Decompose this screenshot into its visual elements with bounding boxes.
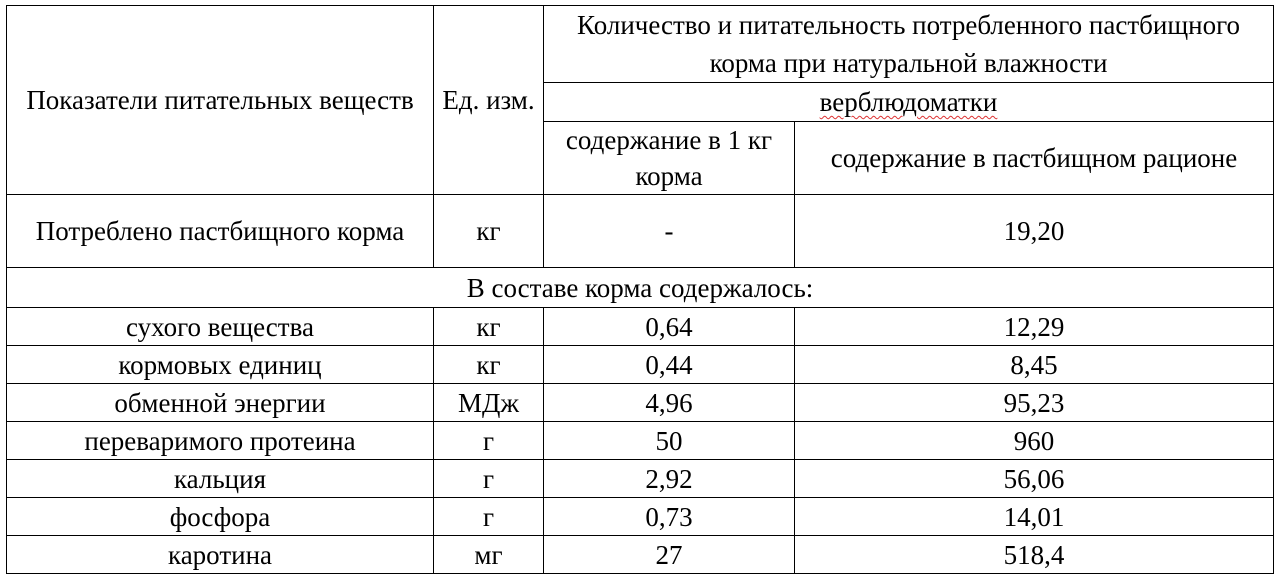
cell-name: кальция bbox=[7, 460, 434, 498]
cell-unit: мг bbox=[434, 536, 544, 574]
cell-name: переваримого протеина bbox=[7, 422, 434, 460]
table-row bbox=[7, 308, 1274, 346]
cell-ration: 12,29 bbox=[795, 308, 1274, 346]
cell-unit: г bbox=[434, 460, 544, 498]
table-row bbox=[7, 498, 1274, 536]
cell-name: кормовых единиц bbox=[7, 346, 434, 384]
cell-name: сухого вещества bbox=[7, 308, 434, 346]
cell-name: обменной энергии bbox=[7, 384, 434, 422]
cell-ration: 8,45 bbox=[795, 346, 1274, 384]
nutrient-table bbox=[6, 5, 1274, 574]
table-row bbox=[7, 460, 1274, 498]
cell-per-kg: 0,44 bbox=[544, 346, 795, 384]
table-row bbox=[7, 346, 1274, 384]
cell-per-kg: 0,73 bbox=[544, 498, 795, 536]
table-row-consumed bbox=[7, 195, 1274, 268]
cell-unit: МДж bbox=[434, 384, 544, 422]
cell-ration: 960 bbox=[795, 422, 1274, 460]
table-row bbox=[7, 536, 1274, 574]
cell-per-kg: - bbox=[544, 195, 795, 268]
cell-per-kg: 0,64 bbox=[544, 308, 795, 346]
section-label: В составе корма содержалось: bbox=[7, 268, 1274, 308]
cell-ration: 14,01 bbox=[795, 498, 1274, 536]
cell-ration: 95,23 bbox=[795, 384, 1274, 422]
cell-name: фосфора bbox=[7, 498, 434, 536]
cell-per-kg: 2,92 bbox=[544, 460, 795, 498]
header-group: Количество и питательность потребленного пастбищного корма при натуральной влажности bbox=[544, 6, 1274, 83]
cell-ration: 19,20 bbox=[795, 195, 1274, 268]
header-ration: содержание в пастбищном рационе bbox=[795, 122, 1274, 195]
cell-name: каротина bbox=[7, 536, 434, 574]
cell-ration: 518,4 bbox=[795, 536, 1274, 574]
cell-per-kg: 27 bbox=[544, 536, 795, 574]
header-unit: Ед. изм. bbox=[434, 6, 544, 195]
header-indicator: Показатели питательных веществ bbox=[7, 6, 434, 195]
header-animal bbox=[544, 83, 1274, 122]
cell-per-kg: 50 bbox=[544, 422, 795, 460]
cell-unit: кг bbox=[434, 308, 544, 346]
cell-per-kg: 4,96 bbox=[544, 384, 795, 422]
header-per-kg: содержание в 1 кг корма bbox=[544, 122, 795, 195]
cell-ration: 56,06 bbox=[795, 460, 1274, 498]
table-row bbox=[7, 384, 1274, 422]
cell-unit: кг bbox=[434, 195, 544, 268]
table-row bbox=[7, 422, 1274, 460]
cell-unit: г bbox=[434, 498, 544, 536]
cell-name: Потреблено пастбищного корма bbox=[7, 195, 434, 268]
cell-unit: г bbox=[434, 422, 544, 460]
header-animal-text: верблюдоматки bbox=[819, 87, 998, 117]
cell-unit: кг bbox=[434, 346, 544, 384]
